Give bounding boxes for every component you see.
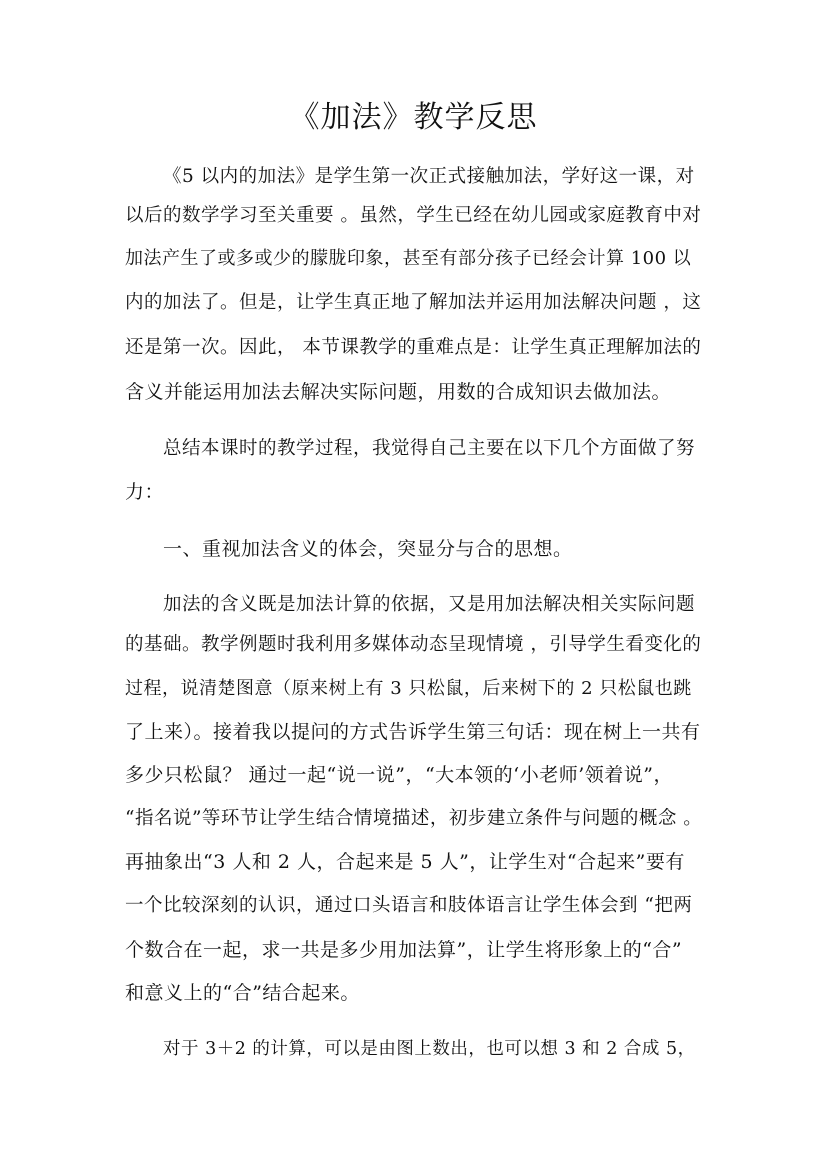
paragraph-line: 加法产生了或多或少的朦胧印象，甚至有部分孩子已经会计算 100 以 (125, 248, 692, 269)
paragraph-line: 以后的数学学习至关重要 。虽然，学生已经在幼儿园或家庭教育中对 (125, 205, 702, 226)
paragraph-line: 还是第一次。因此， 本节课教学的重难点是：让学生真正理解加法的 (125, 337, 702, 358)
paragraph-line: 《5 以内的加法》是学生第一次正式接触加法，学好这一课，对 (163, 166, 695, 187)
paragraph-line: 和意义上的“合”结合起来。 (125, 982, 360, 1004)
paragraph-line: 力： (125, 481, 165, 503)
paragraph-line: 加法的含义既是加法计算的依据，又是用加法解决相关实际问题 (163, 594, 696, 615)
paragraph-line: “指名说”等环节让学生结合情境描述，初步建立条件与问题的概念 。 (125, 808, 703, 829)
section-heading: 一、重视加法含义的体会，突显分与合的思想。 (163, 538, 573, 560)
paragraph-line: 个数合在一起，求一共是多少用加法算”，让学生将形象上的“合” (125, 939, 683, 961)
paragraph-line: 再抽象出“3 人和 2 人，合起来是 5 人”，让学生对“合起来”要有 (125, 851, 685, 873)
paragraph-line: 过程，说清楚图意（原来树上有 3 只松鼠，后来树下的 2 只松鼠也跳 (125, 678, 692, 699)
paragraph-line: 一个比较深刻的认识，通过口头语言和肢体语言让学生体会到 “把两 (125, 895, 693, 916)
paragraph-line: 内的加法了。但是，让学生真正地了解加法并运用加法解决问题 ，这 (125, 292, 702, 313)
paragraph-line: 对于 3＋2 的计算，可以是由图上数出，也可以想 3 和 2 合成 5， (163, 1039, 696, 1059)
paragraph-line: 多少只松鼠？ 通过一起“说一说”，“大本领的‘小老师’领着说”， (125, 764, 673, 786)
paragraph-line: 的基础。教学例题时我利用多媒体动态呈现情境 ，引导学生看变化的 (125, 634, 702, 655)
paragraph-line: 了上来）。接着我以提问的方式告诉学生第三句话：现在树上一共有 (125, 721, 701, 743)
document-title: 《加法》教学反思 (289, 100, 538, 135)
paragraph-line: 含义并能运用加法去解决实际问题，用数的合成知识去做加法。 (125, 381, 672, 403)
paragraph-line: 总结本课时的教学过程，我觉得自己主要在以下几个方面做了努 (163, 438, 696, 459)
